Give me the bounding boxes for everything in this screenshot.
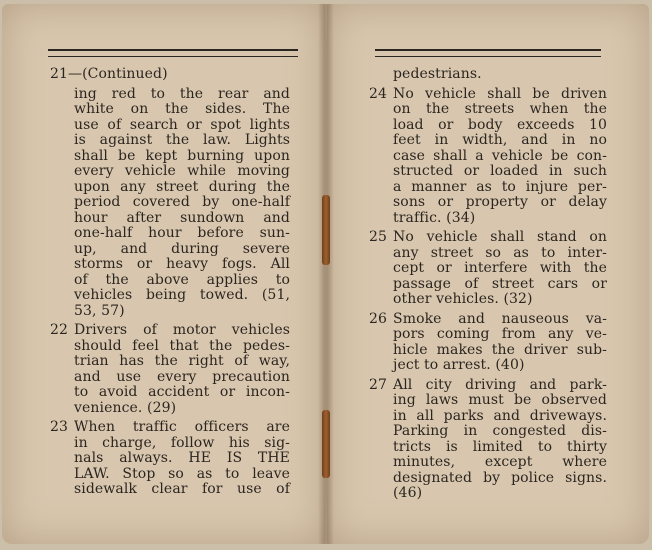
section-23	[50, 420, 290, 498]
text-line: trian has the right of way,	[74, 353, 290, 369]
text-line: a manner as to injure per-	[393, 178, 607, 195]
text-line: nals always. HE IS THE	[74, 450, 290, 466]
top-double-rule	[375, 49, 601, 57]
left-page-text	[50, 67, 290, 502]
heading-text: 21—(Continued)	[50, 66, 168, 82]
text-line: LAW. Stop so as to leave	[74, 465, 290, 482]
text-line: cept or interfere with the	[393, 260, 607, 276]
text-line: upon any street during the	[74, 178, 290, 195]
section-23-continuation	[369, 67, 607, 83]
text-line: venience. (29)	[74, 399, 177, 416]
right-page-text	[369, 67, 607, 506]
text-line: should feel that the pedes-	[74, 337, 290, 354]
text-line: one-half hour before sun-	[74, 225, 290, 241]
staple-icon	[322, 195, 330, 265]
text-line: pors coming from any ve-	[393, 326, 607, 342]
text-line: Smoke and nauseous va-	[393, 310, 607, 327]
text-line: feet in width, and in no	[393, 132, 607, 148]
text-line: When traffic officers are	[74, 419, 290, 435]
section-27	[369, 378, 607, 502]
text-line: ing red to the rear and	[74, 85, 290, 102]
text-line: and use every precaution	[74, 368, 290, 385]
text-line: on the streets when the	[393, 101, 607, 117]
text-line: minutes, except where	[393, 454, 607, 470]
section-21-heading	[50, 67, 290, 83]
left-page	[2, 4, 325, 544]
section-number: 27	[369, 376, 388, 393]
text-line: is against the law. Lights	[74, 132, 290, 148]
section-26	[369, 312, 607, 374]
text-line: passage of street cars or	[393, 275, 607, 292]
text-line: load or body exceeds 10	[393, 116, 607, 133]
text-line: traffic. (34)	[393, 209, 476, 226]
text-line: up, and during severe	[74, 240, 290, 257]
text-line: 53, 57)	[74, 302, 125, 319]
text-line: pedestrians.	[393, 66, 482, 82]
text-line: case shall a vehicle be con-	[393, 147, 607, 164]
right-page	[327, 4, 649, 544]
section-21-body	[50, 87, 290, 320]
text-line: ing laws must be observed	[393, 392, 607, 408]
section-number: 24	[369, 85, 388, 102]
text-line: any street so as to inter-	[393, 244, 607, 261]
text-line: hour after sundown and	[74, 209, 290, 226]
text-line: No vehicle shall be driven	[393, 85, 607, 102]
text-line: use of search or spot lights	[74, 116, 290, 133]
text-line: to avoid accident or incon-	[74, 384, 290, 400]
text-line: structed or loaded in such	[393, 163, 607, 179]
text-line: period covered by one-half	[74, 194, 290, 210]
top-double-rule	[48, 49, 298, 57]
text-line: sons or property or delay	[393, 194, 607, 210]
text-line: tricts is limited to thirty	[393, 438, 607, 455]
text-line: in charge, follow his sig-	[74, 434, 290, 451]
section-number: 22	[50, 322, 69, 338]
text-line: sidewalk clear for use of	[74, 481, 290, 497]
text-line: white on the sides. The	[74, 101, 290, 117]
section-number: 23	[50, 419, 69, 435]
text-line: Drivers of motor vehicles	[74, 322, 290, 338]
text-line: every vehicle while moving	[74, 163, 290, 179]
text-line: in all parks and driveways.	[393, 407, 607, 424]
section-number: 26	[369, 310, 388, 327]
text-line: hicle makes the driver sub-	[393, 341, 607, 358]
text-line: of the above applies to	[74, 271, 290, 288]
section-22	[50, 323, 290, 416]
text-line: No vehicle shall stand on	[393, 229, 607, 245]
text-line: designated by police signs.	[393, 469, 607, 486]
text-line: shall be kept burning upon	[74, 147, 290, 164]
text-line: vehicles being towed. (51,	[74, 287, 290, 303]
text-line: storms or heavy fogs. All	[74, 256, 290, 272]
section-number: 25	[369, 229, 388, 245]
section-25	[369, 230, 607, 308]
text-line: ject to arrest. (40)	[393, 357, 525, 373]
section-24	[369, 87, 607, 227]
text-line: (46)	[393, 485, 423, 501]
text-line: other vehicles. (32)	[393, 291, 533, 307]
text-line: Parking in congested dis-	[393, 423, 607, 439]
staple-icon	[322, 410, 330, 478]
text-line: All city driving and park-	[393, 376, 607, 393]
